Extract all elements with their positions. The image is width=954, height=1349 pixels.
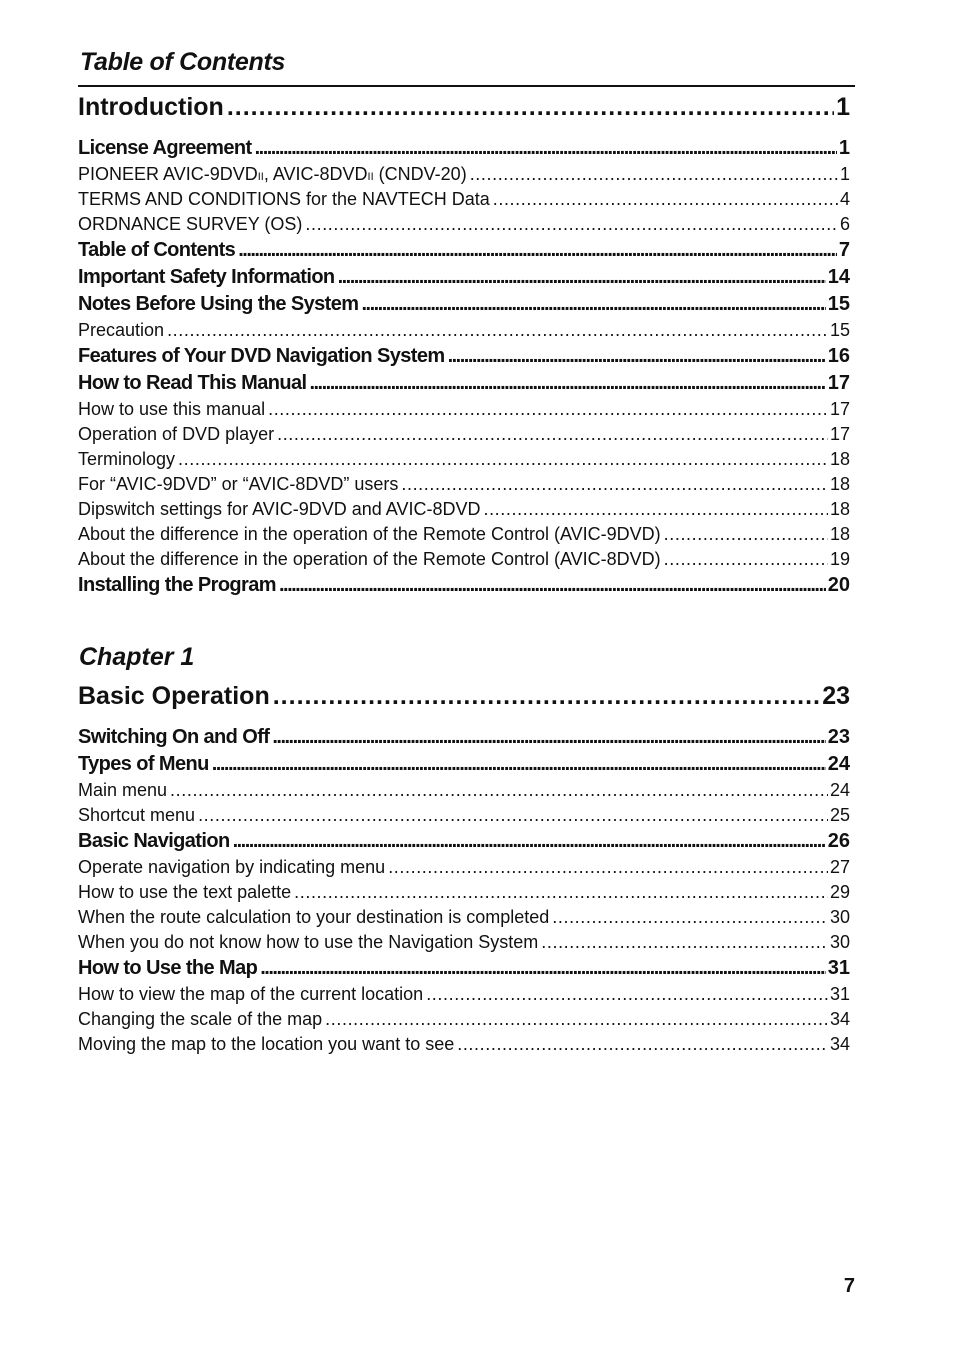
toc-entry-title: About the difference in the operation of the Remote Control (AVIC-9DVD) (78, 524, 661, 544)
toc-entry[interactable] (78, 572, 850, 599)
toc-entry[interactable] (78, 447, 850, 472)
toc-entry-page: 18 (829, 499, 850, 519)
chapter-heading-title: Basic Operation (78, 682, 270, 710)
toc-entry[interactable] (78, 237, 850, 264)
dot-leader (664, 522, 828, 547)
dot-leader (279, 572, 826, 599)
toc-entry-page: 24 (827, 753, 850, 775)
dot-leader (255, 135, 837, 162)
dot-leader (664, 547, 828, 572)
toc-entry-title: Operate navigation by indicating menu (78, 857, 386, 877)
toc-entry-title: Shortcut menu (78, 805, 196, 825)
toc-entry-page: 15 (829, 320, 850, 340)
dot-leader (294, 880, 828, 905)
toc-entry-title: Installing the Program (78, 574, 276, 596)
toc-entry-page: 18 (829, 524, 850, 544)
dot-leader (483, 497, 827, 522)
toc-entry-title: Moving the map to the location you want to see (78, 1034, 455, 1054)
toc-entry-page: 31 (829, 984, 850, 1004)
toc-entry[interactable] (78, 982, 850, 1007)
toc-entry[interactable] (78, 397, 850, 422)
toc-entry[interactable] (78, 547, 850, 572)
dot-leader (167, 318, 828, 343)
toc-entry-page: 26 (827, 830, 850, 852)
dot-leader (170, 778, 828, 803)
toc-entry-title: Changing the scale of the map (78, 1009, 323, 1029)
spacer (78, 716, 850, 724)
toc-entry[interactable] (78, 930, 850, 955)
toc-entry-title: Dipswitch settings for AVIC-9DVD and AVIC-8DVD (78, 499, 481, 519)
toc-entry-page: 1 (838, 137, 850, 159)
toc-entry[interactable] (78, 343, 850, 370)
dot-leader (388, 855, 828, 880)
toc-entry-page: 25 (829, 805, 850, 825)
toc-entry-page: 29 (829, 882, 850, 902)
toc-entry-page: 18 (829, 449, 850, 469)
toc-entry-page: 7 (838, 239, 850, 261)
toc-entry[interactable] (78, 497, 850, 522)
toc-entry-title: Terminology (78, 449, 176, 469)
dot-leader (272, 724, 825, 751)
toc-entry-title: TERMS AND CONDITIONS for the NAVTECH Data (78, 189, 490, 209)
roman-numeral-suffix: II (367, 171, 374, 183)
title-fragment: , AVIC-8DVD (263, 164, 368, 184)
toc-entry[interactable] (78, 1007, 850, 1032)
dot-leader (277, 422, 828, 447)
title-fragment: (CNDV-20) (373, 164, 467, 184)
chapter-heading-basic-operation[interactable] (78, 677, 850, 716)
page-number: 7 (843, 1275, 855, 1297)
toc-entry-title: How to Use the Map (78, 957, 258, 979)
toc-entry-title: Important Safety Information (78, 266, 335, 288)
dot-leader (309, 370, 825, 397)
toc-entry-title: How to Read This Manual (78, 372, 307, 394)
dot-leader (238, 237, 837, 264)
toc-entry[interactable] (78, 522, 850, 547)
dot-leader (493, 187, 838, 212)
toc-entry-title: How to view the map of the current location (78, 984, 424, 1004)
toc-entry-title: Notes Before Using the System (78, 293, 359, 315)
dot-leader (552, 905, 828, 930)
toc-entry-page: 24 (829, 780, 850, 800)
toc-entry-title: Features of Your DVD Navigation System (78, 345, 445, 367)
toc-entry-title: When you do not know how to use the Navigation System (78, 932, 539, 952)
chapter-label: Chapter 1 (79, 643, 195, 671)
page-title: Table of Contents (80, 48, 286, 76)
dot-leader (212, 751, 826, 778)
toc-entry-title: When the route calculation to your destination is completed (78, 907, 550, 927)
dot-leader (198, 803, 828, 828)
toc-entry-page: 20 (827, 574, 850, 596)
toc-entry-title: Operation of DVD player (78, 424, 275, 444)
toc-entry[interactable] (78, 880, 850, 905)
chapter-heading-page: 1 (836, 93, 850, 121)
dot-leader (273, 677, 820, 716)
toc-entry[interactable] (78, 212, 850, 237)
toc-entry[interactable] (78, 162, 850, 187)
dot-leader (338, 264, 826, 291)
toc-entry[interactable] (78, 955, 850, 982)
dot-leader (268, 397, 828, 422)
toc-entry-title: License Agreement (78, 137, 252, 159)
toc-entry-page: 4 (839, 189, 850, 209)
toc-entry-title: Basic Navigation (78, 830, 230, 852)
toc-entry-page: 27 (829, 857, 850, 877)
toc-entry-page: 14 (827, 266, 850, 288)
dot-leader (448, 343, 826, 370)
dot-leader (260, 955, 826, 982)
dot-leader (470, 162, 838, 187)
toc-entry-title: How to use this manual (78, 399, 266, 419)
toc-entry-title: Types of Menu (78, 753, 209, 775)
dot-leader (325, 1007, 828, 1032)
toc-entry-title: Switching On and Off (78, 726, 270, 748)
toc-entry-page: 17 (827, 372, 850, 394)
toc-entry-page: 6 (839, 214, 850, 234)
toc-entry[interactable] (78, 187, 850, 212)
toc-entry[interactable] (78, 724, 850, 751)
spacer (78, 127, 850, 135)
toc-entry[interactable] (78, 1032, 850, 1057)
toc-entry-page: 34 (829, 1009, 850, 1029)
chapter-heading-introduction[interactable] (78, 88, 850, 127)
dot-leader (361, 291, 825, 318)
toc-entry-page: 31 (827, 957, 850, 979)
toc-entry-page: 34 (829, 1034, 850, 1054)
dot-leader (233, 828, 826, 855)
toc-entry[interactable] (78, 803, 850, 828)
toc-entry-title (78, 162, 467, 187)
toc-entry-page: 15 (827, 293, 850, 315)
toc-entry-page: 18 (829, 474, 850, 494)
intro-entry-list (78, 135, 850, 599)
toc-entry-page: 30 (829, 932, 850, 952)
chapter-heading-page: 23 (822, 682, 850, 710)
toc-entry-title: Precaution (78, 320, 165, 340)
toc-entry-title: Main menu (78, 780, 168, 800)
header-divider (78, 85, 855, 87)
dot-leader (426, 982, 828, 1007)
chapter-heading-title: Introduction (78, 93, 224, 121)
toc-entry[interactable] (78, 135, 850, 162)
dot-leader (305, 212, 838, 237)
toc-entry[interactable] (78, 905, 850, 930)
toc-entry-title: How to use the text palette (78, 882, 292, 902)
toc-entry-page: 30 (829, 907, 850, 927)
toc-entry-title: For “AVIC-9DVD” or “AVIC-8DVD” users (78, 474, 399, 494)
toc-entry[interactable] (78, 422, 850, 447)
toc-entry[interactable] (78, 751, 850, 778)
toc-entry[interactable] (78, 828, 850, 855)
toc-entry-page: 16 (827, 345, 850, 367)
toc-entry[interactable] (78, 855, 850, 880)
toc-entry[interactable] (78, 264, 850, 291)
toc-entry[interactable] (78, 778, 850, 803)
toc-entry-page: 1 (839, 164, 850, 184)
toc-entry-title: Table of Contents (78, 239, 236, 261)
toc-entry-page: 19 (829, 549, 850, 569)
section-basic-operation (78, 677, 850, 1057)
toc-entry-title: About the difference in the operation of the Remote Control (AVIC-8DVD) (78, 549, 661, 569)
toc-entry[interactable] (78, 291, 850, 318)
toc-page (78, 0, 855, 1349)
dot-leader (457, 1032, 828, 1057)
toc-entry-page: 17 (829, 399, 850, 419)
toc-entry[interactable] (78, 370, 850, 397)
roman-numeral-suffix: II (257, 171, 264, 183)
title-fragment: PIONEER AVIC-9DVD (78, 164, 258, 184)
chapter1-entry-list (78, 724, 850, 1057)
toc-entry[interactable] (78, 472, 850, 497)
dot-leader (401, 472, 828, 497)
toc-entry-title: ORDNANCE SURVEY (OS) (78, 214, 303, 234)
dot-leader (178, 447, 828, 472)
toc-entry-page: 23 (827, 726, 850, 748)
dot-leader (541, 930, 828, 955)
section-introduction (78, 88, 850, 599)
dot-leader (227, 88, 834, 127)
toc-entry[interactable] (78, 318, 850, 343)
toc-entry-page: 17 (829, 424, 850, 444)
